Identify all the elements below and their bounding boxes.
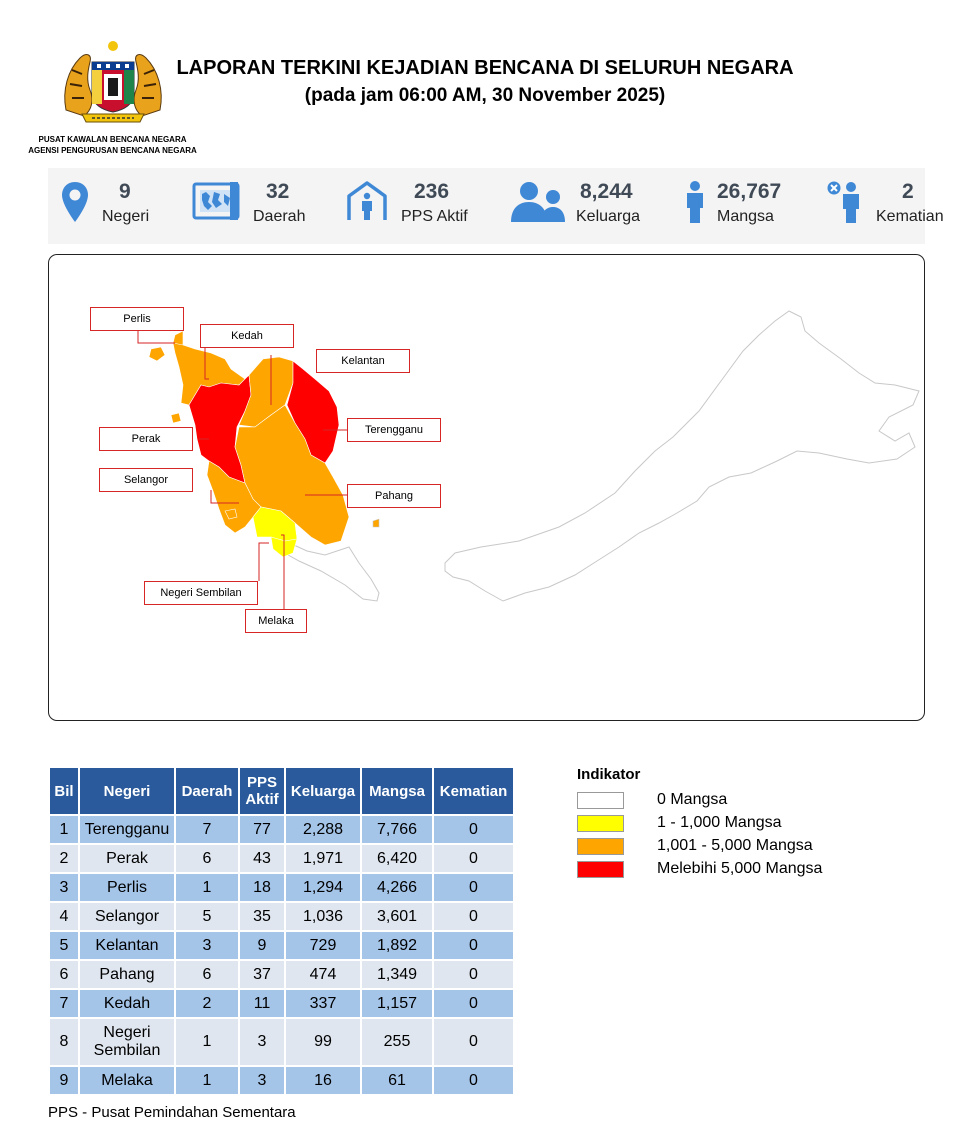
stat-kematian xyxy=(826,168,944,244)
penang-island xyxy=(171,413,181,423)
cell: 1,349 xyxy=(362,961,432,988)
stat-value: 2 xyxy=(902,180,914,203)
table-row xyxy=(50,961,513,988)
cell: 3 xyxy=(176,932,238,959)
table-row xyxy=(50,816,513,843)
disaster-map xyxy=(48,254,925,721)
cell: 4,266 xyxy=(362,874,432,901)
stat-label: PPS Aktif xyxy=(401,208,468,225)
cell: 1,892 xyxy=(362,932,432,959)
cell: 7 xyxy=(176,816,238,843)
table-row xyxy=(50,903,513,930)
cell: 16 xyxy=(286,1067,360,1094)
cell: 5 xyxy=(50,932,78,959)
tioman-island xyxy=(373,519,379,527)
cell: Selangor xyxy=(80,903,174,930)
person-icon xyxy=(684,180,706,224)
col-daerah: Daerah xyxy=(176,768,238,814)
stat-keluarga xyxy=(510,168,670,244)
stats-bar xyxy=(48,168,944,244)
cell: 1,157 xyxy=(362,990,432,1017)
cell: 1 xyxy=(176,1019,238,1065)
stat-label: Negeri xyxy=(102,208,150,225)
page-title: LAPORAN TERKINI KEJADIAN BENCANA DI SELURUH NEGARA xyxy=(176,57,794,79)
cell: 35 xyxy=(240,903,284,930)
location-pin-icon xyxy=(60,180,90,224)
col-negeri: Negeri xyxy=(80,768,174,814)
cell: 8 xyxy=(50,1019,78,1065)
langkawi-island xyxy=(149,347,165,361)
cell: 2 xyxy=(176,990,238,1017)
legend-swatch xyxy=(577,815,624,832)
col-pps-aktif: PPS Aktif xyxy=(240,768,284,814)
callout-kelantan: Kelantan xyxy=(316,349,410,373)
borneo-region xyxy=(445,311,919,601)
death-icon xyxy=(826,180,866,224)
cell: Perak xyxy=(80,845,174,872)
callout-perak: Perak xyxy=(99,427,193,451)
cell: 0 xyxy=(434,1019,513,1065)
stat-label: Kematian xyxy=(876,208,944,225)
cell: 1 xyxy=(176,874,238,901)
stat-value: 9 xyxy=(119,180,131,203)
cell: Melaka xyxy=(80,1067,174,1094)
stat-label: Keluarga xyxy=(576,208,641,225)
agency-line-1: PUSAT KAWALAN BENCANA NEGARA xyxy=(38,135,187,144)
callout-perlis: Perlis xyxy=(90,307,184,331)
legend-label: 1 - 1,000 Mangsa xyxy=(657,814,782,831)
shelter-icon xyxy=(346,180,388,222)
cell: 0 xyxy=(434,990,513,1017)
legend-title: Indikator xyxy=(577,766,641,783)
cell: 1 xyxy=(176,1067,238,1094)
cell: 337 xyxy=(286,990,360,1017)
legend-swatch xyxy=(577,792,624,809)
page-subtitle: (pada jam 06:00 AM, 30 November 2025) xyxy=(304,85,666,106)
legend-swatch xyxy=(577,861,624,878)
stat-daerah xyxy=(192,168,342,244)
table-row xyxy=(50,932,513,959)
cell: 0 xyxy=(434,932,513,959)
stat-value: 32 xyxy=(266,180,290,203)
cell: Negeri Sembilan xyxy=(80,1019,174,1065)
district-map-icon xyxy=(192,180,240,222)
table-row xyxy=(50,845,513,872)
agency-line-2: AGENSI PENGURUSAN BENCANA NEGARA xyxy=(28,146,197,155)
cell: 7,766 xyxy=(362,816,432,843)
stat-value: 26,767 xyxy=(717,180,782,203)
johor-region xyxy=(281,541,379,601)
legend-item xyxy=(577,835,897,858)
cell: 5 xyxy=(176,903,238,930)
callout-pahang: Pahang xyxy=(347,484,441,508)
cell: 2 xyxy=(50,845,78,872)
cell: 474 xyxy=(286,961,360,988)
legend-label: 0 Mangsa xyxy=(657,791,728,808)
cell: 1,971 xyxy=(286,845,360,872)
stat-mangsa xyxy=(684,168,824,244)
agency-name xyxy=(10,134,215,156)
cell: 6,420 xyxy=(362,845,432,872)
cell: 77 xyxy=(240,816,284,843)
cell: Kelantan xyxy=(80,932,174,959)
cell: 255 xyxy=(362,1019,432,1065)
cell: 9 xyxy=(240,932,284,959)
cell: 9 xyxy=(50,1067,78,1094)
cell: 1,036 xyxy=(286,903,360,930)
cell: 61 xyxy=(362,1067,432,1094)
cell: Kedah xyxy=(80,990,174,1017)
table-row xyxy=(50,990,513,1017)
callout-terengganu: Terengganu xyxy=(347,418,441,442)
cell: 37 xyxy=(240,961,284,988)
stat-value: 236 xyxy=(414,180,450,203)
cell: 0 xyxy=(434,1067,513,1094)
cell: 6 xyxy=(176,961,238,988)
stat-pps-aktif xyxy=(346,168,496,244)
callout-kedah: Kedah xyxy=(200,324,294,348)
cell: 1,294 xyxy=(286,874,360,901)
family-icon xyxy=(510,180,566,222)
map-legend xyxy=(577,766,897,881)
cell: 0 xyxy=(434,961,513,988)
table-header-row xyxy=(50,768,513,814)
disaster-table xyxy=(48,766,515,1096)
cell: 3,601 xyxy=(362,903,432,930)
table-row xyxy=(50,1067,513,1094)
col-keluarga: Keluarga xyxy=(286,768,360,814)
legend-label: 1,001 - 5,000 Mangsa xyxy=(657,837,813,854)
cell: 0 xyxy=(434,903,513,930)
stat-value: 8,244 xyxy=(580,180,633,203)
legend-label: Melebihi 5,000 Mangsa xyxy=(657,860,823,877)
cell: Perlis xyxy=(80,874,174,901)
cell: 0 xyxy=(434,816,513,843)
stat-negeri xyxy=(60,168,190,244)
cell: Terengganu xyxy=(80,816,174,843)
legend-swatch xyxy=(577,838,624,855)
callout-negeri-sembilan: Negeri Sembilan xyxy=(144,581,258,605)
cell: 6 xyxy=(176,845,238,872)
cell: 1 xyxy=(50,816,78,843)
table-row xyxy=(50,1019,513,1065)
cell: 2,288 xyxy=(286,816,360,843)
cell: 4 xyxy=(50,903,78,930)
stat-label: Mangsa xyxy=(717,208,774,225)
legend-item xyxy=(577,812,897,835)
col-bil: Bil xyxy=(50,768,78,814)
cell: Pahang xyxy=(80,961,174,988)
cell: 6 xyxy=(50,961,78,988)
cell: 3 xyxy=(50,874,78,901)
cell: 11 xyxy=(240,990,284,1017)
cell: 7 xyxy=(50,990,78,1017)
cell: 18 xyxy=(240,874,284,901)
callout-melaka: Melaka xyxy=(245,609,307,633)
legend-item xyxy=(577,858,897,881)
col-kematian: Kematian xyxy=(434,768,513,814)
table-row xyxy=(50,874,513,901)
legend-item xyxy=(577,789,897,812)
cell: 0 xyxy=(434,845,513,872)
callout-selangor: Selangor xyxy=(99,468,193,492)
cell: 3 xyxy=(240,1019,284,1065)
report-header xyxy=(0,0,973,165)
cell: 0 xyxy=(434,874,513,901)
stat-label: Daerah xyxy=(253,208,306,225)
col-mangsa: Mangsa xyxy=(362,768,432,814)
cell: 3 xyxy=(240,1067,284,1094)
footnote: PPS - Pusat Pemindahan Sementara xyxy=(48,1104,296,1121)
cell: 99 xyxy=(286,1019,360,1065)
cell: 43 xyxy=(240,845,284,872)
cell: 729 xyxy=(286,932,360,959)
